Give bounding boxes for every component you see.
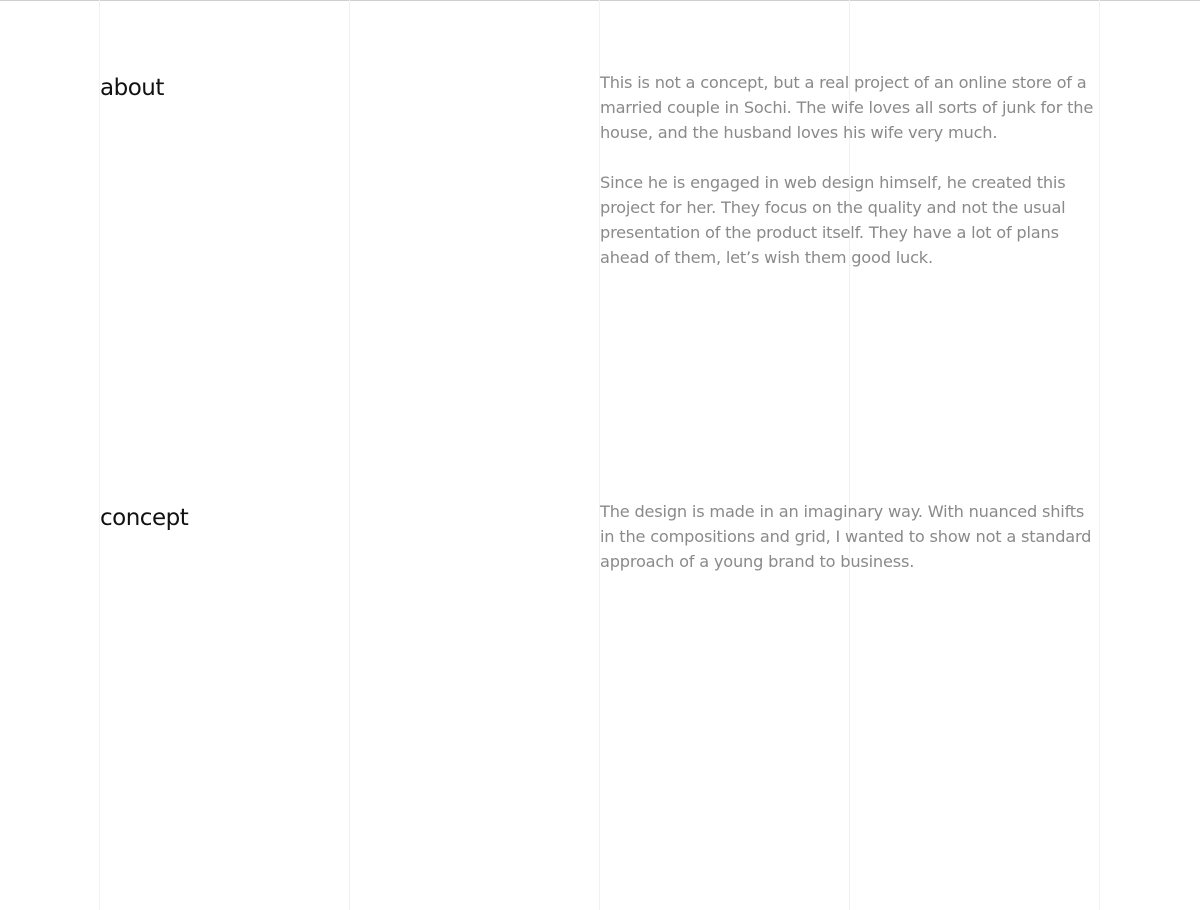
concept-heading: concept — [100, 505, 189, 531]
about-heading: about — [100, 75, 164, 101]
grid-column-line-2 — [349, 0, 350, 910]
concept-paragraph-1: The design is made in an imaginary way. With nuanced shifts in the compositions and grid, I wanted to show not a standard approach of a young brand to business. — [600, 502, 1092, 571]
about-paragraph-2: Since he is engaged in web design himself, he created this project for her. They focus on the quality and not the usual presentation of the product itself. They have a lot of plans ahead of them, let’s wish them good luck. — [600, 173, 1066, 267]
top-divider — [0, 0, 1200, 1]
concept-text — [600, 499, 1100, 574]
grid-column-line-1 — [99, 0, 100, 910]
about-text — [600, 70, 1100, 270]
about-paragraph-1: This is not a concept, but a real project of an online store of a married couple in Sochi. The wife loves all sorts of junk for the house, and the husband loves his wife very much. — [600, 73, 1094, 142]
